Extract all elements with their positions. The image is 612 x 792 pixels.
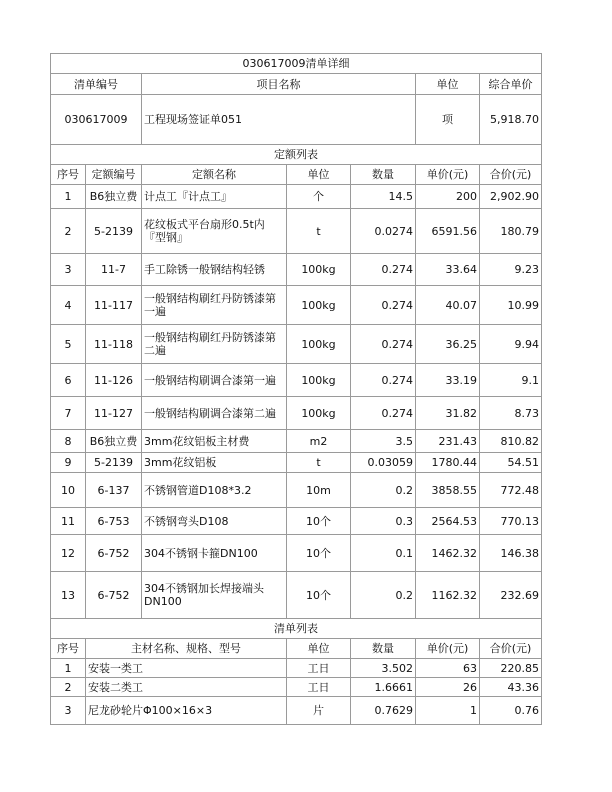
item-price: 5,918.70 — [480, 95, 542, 145]
quota-cell-total: 54.51 — [480, 453, 542, 473]
quota-col-name: 定额名称 — [142, 165, 287, 185]
material-col-no: 序号 — [51, 639, 86, 659]
quota-cell-total: 180.79 — [480, 209, 542, 254]
material-col-qty: 数量 — [351, 639, 416, 659]
quota-section-title: 定额列表 — [51, 145, 542, 165]
quota-cell-name: 一般钢结构刷调合漆第二遍 — [142, 397, 287, 430]
quota-cell-name: 花纹板式平台扇形0.5t内『型钢』 — [142, 209, 287, 254]
quota-cell-total: 8.73 — [480, 397, 542, 430]
quota-cell-total: 2,902.90 — [480, 185, 542, 209]
material-col-unit: 单位 — [287, 639, 351, 659]
quota-cell-unit: 10个 — [287, 508, 351, 535]
material-cell-total: 43.36 — [480, 678, 542, 697]
quota-cell-total: 232.69 — [480, 572, 542, 619]
header-code-label: 清单编号 — [51, 74, 142, 95]
material-cell-name: 尼龙砂轮片Φ100×16×3 — [86, 697, 287, 725]
quota-cell-name: 3mm花纹铝板主材费 — [142, 430, 287, 453]
quota-cell-unit: 100kg — [287, 397, 351, 430]
quota-col-no: 序号 — [51, 165, 86, 185]
detail-table — [50, 53, 542, 725]
item-code: 030617009 — [51, 95, 142, 145]
quota-cell-code: 11-127 — [86, 397, 142, 430]
material-cell-no: 2 — [51, 678, 86, 697]
table-row — [51, 254, 542, 286]
material-col-price: 单价(元) — [416, 639, 480, 659]
table-row — [51, 473, 542, 508]
material-cell-total: 220.85 — [480, 659, 542, 678]
quota-cell-no: 7 — [51, 397, 86, 430]
quota-cell-code: 6-753 — [86, 508, 142, 535]
quota-cell-unit: 10m — [287, 473, 351, 508]
quota-cell-no: 8 — [51, 430, 86, 453]
quota-cell-price: 231.43 — [416, 430, 480, 453]
quota-cell-price: 33.64 — [416, 254, 480, 286]
quota-cell-code: 11-118 — [86, 325, 142, 364]
quota-cell-name: 计点工『计点工』 — [142, 185, 287, 209]
quota-cell-unit: t — [287, 453, 351, 473]
quota-col-total: 合价(元) — [480, 165, 542, 185]
quota-col-qty: 数量 — [351, 165, 416, 185]
material-cell-no: 1 — [51, 659, 86, 678]
quota-cell-name: 304不锈钢卡箍DN100 — [142, 535, 287, 572]
quota-col-code: 定额编号 — [86, 165, 142, 185]
table-row — [51, 286, 542, 325]
table-row — [51, 364, 542, 397]
material-cell-unit: 工日 — [287, 659, 351, 678]
table-row — [51, 572, 542, 619]
quota-cell-qty: 0.274 — [351, 325, 416, 364]
quota-cell-no: 10 — [51, 473, 86, 508]
quota-cell-name: 一般钢结构刷红丹防锈漆第一遍 — [142, 286, 287, 325]
quota-cell-price: 1462.32 — [416, 535, 480, 572]
quota-cell-no: 6 — [51, 364, 86, 397]
header-name-label: 项目名称 — [142, 74, 416, 95]
quota-cell-qty: 0.2 — [351, 572, 416, 619]
quota-cell-qty: 0.274 — [351, 254, 416, 286]
table-row — [51, 185, 542, 209]
quota-cell-no: 13 — [51, 572, 86, 619]
quota-cell-price: 3858.55 — [416, 473, 480, 508]
quota-cell-name: 不锈钢弯头D108 — [142, 508, 287, 535]
header-price-label: 综合单价 — [480, 74, 542, 95]
quota-cell-total: 10.99 — [480, 286, 542, 325]
material-cell-no: 3 — [51, 697, 86, 725]
quota-cell-name: 一般钢结构刷调合漆第一遍 — [142, 364, 287, 397]
material-cell-name: 安装二类工 — [86, 678, 287, 697]
quota-cell-price: 6591.56 — [416, 209, 480, 254]
quota-cell-unit: 100kg — [287, 286, 351, 325]
quota-cell-price: 1162.32 — [416, 572, 480, 619]
table-row — [51, 678, 542, 697]
quota-cell-no: 4 — [51, 286, 86, 325]
quota-cell-code: 5-2139 — [86, 453, 142, 473]
quota-cell-qty: 14.5 — [351, 185, 416, 209]
quota-cell-name: 304不锈钢加长焊接端头DN100 — [142, 572, 287, 619]
quota-cell-code: 11-7 — [86, 254, 142, 286]
quota-cell-qty: 0.274 — [351, 286, 416, 325]
material-cell-price: 1 — [416, 697, 480, 725]
material-cell-name: 安装一类工 — [86, 659, 287, 678]
quota-cell-qty: 0.274 — [351, 364, 416, 397]
quota-cell-unit: 10个 — [287, 535, 351, 572]
quota-cell-price: 36.25 — [416, 325, 480, 364]
quota-cell-no: 1 — [51, 185, 86, 209]
material-cell-unit: 工日 — [287, 678, 351, 697]
material-cell-qty: 0.7629 — [351, 697, 416, 725]
quota-cell-total: 770.13 — [480, 508, 542, 535]
quota-cell-total: 9.1 — [480, 364, 542, 397]
item-unit: 项 — [416, 95, 480, 145]
quota-cell-qty: 0.0274 — [351, 209, 416, 254]
quota-cell-total: 9.23 — [480, 254, 542, 286]
quota-cell-total: 9.94 — [480, 325, 542, 364]
table-row — [51, 325, 542, 364]
quota-cell-qty: 0.3 — [351, 508, 416, 535]
quota-cell-code: B6独立费 — [86, 430, 142, 453]
quota-cell-no: 3 — [51, 254, 86, 286]
quota-cell-no: 12 — [51, 535, 86, 572]
material-cell-qty: 3.502 — [351, 659, 416, 678]
quota-cell-qty: 0.274 — [351, 397, 416, 430]
quota-cell-unit: 100kg — [287, 325, 351, 364]
quota-cell-price: 33.19 — [416, 364, 480, 397]
material-section-title: 清单列表 — [51, 619, 542, 639]
quota-cell-total: 810.82 — [480, 430, 542, 453]
quota-cell-price: 2564.53 — [416, 508, 480, 535]
table-row — [51, 209, 542, 254]
table-title: 030617009清单详细 — [51, 54, 542, 74]
quota-cell-no: 9 — [51, 453, 86, 473]
quota-cell-qty: 0.2 — [351, 473, 416, 508]
quota-cell-name: 3mm花纹铝板 — [142, 453, 287, 473]
quota-cell-code: 6-137 — [86, 473, 142, 508]
quota-cell-no: 2 — [51, 209, 86, 254]
material-cell-price: 26 — [416, 678, 480, 697]
quota-cell-no: 11 — [51, 508, 86, 535]
table-row — [51, 535, 542, 572]
quota-cell-price: 40.07 — [416, 286, 480, 325]
table-row — [51, 397, 542, 430]
table-row — [51, 697, 542, 725]
table-row — [51, 508, 542, 535]
quota-cell-name: 一般钢结构刷红丹防锈漆第二遍 — [142, 325, 287, 364]
quota-cell-unit: 100kg — [287, 364, 351, 397]
material-col-name: 主材名称、规格、型号 — [86, 639, 287, 659]
quota-cell-qty: 0.1 — [351, 535, 416, 572]
table-row — [51, 430, 542, 453]
quota-col-unit: 单位 — [287, 165, 351, 185]
quota-cell-code: 11-117 — [86, 286, 142, 325]
table-row — [51, 659, 542, 678]
quota-cell-qty: 3.5 — [351, 430, 416, 453]
quota-cell-unit: t — [287, 209, 351, 254]
quota-cell-unit: 个 — [287, 185, 351, 209]
quota-cell-price: 200 — [416, 185, 480, 209]
quota-cell-no: 5 — [51, 325, 86, 364]
quota-cell-code: 5-2139 — [86, 209, 142, 254]
quota-cell-name: 手工除锈一般钢结构轻锈 — [142, 254, 287, 286]
quota-cell-code: 6-752 — [86, 535, 142, 572]
quota-cell-unit: 100kg — [287, 254, 351, 286]
quota-cell-code: 11-126 — [86, 364, 142, 397]
quota-cell-code: 6-752 — [86, 572, 142, 619]
material-col-total: 合价(元) — [480, 639, 542, 659]
material-cell-qty: 1.6661 — [351, 678, 416, 697]
quota-header-row — [51, 165, 542, 185]
quota-cell-unit: m2 — [287, 430, 351, 453]
quota-cell-total: 146.38 — [480, 535, 542, 572]
quota-cell-price: 31.82 — [416, 397, 480, 430]
material-header-row — [51, 639, 542, 659]
material-cell-total: 0.76 — [480, 697, 542, 725]
header-unit-label: 单位 — [416, 74, 480, 95]
item-name: 工程现场签证单051 — [142, 95, 416, 145]
table-row — [51, 453, 542, 473]
quota-col-price: 单价(元) — [416, 165, 480, 185]
quota-cell-unit: 10个 — [287, 572, 351, 619]
material-cell-price: 63 — [416, 659, 480, 678]
quota-cell-qty: 0.03059 — [351, 453, 416, 473]
quota-cell-price: 1780.44 — [416, 453, 480, 473]
quota-cell-name: 不锈钢管道D108*3.2 — [142, 473, 287, 508]
quota-cell-total: 772.48 — [480, 473, 542, 508]
material-cell-unit: 片 — [287, 697, 351, 725]
quota-cell-code: B6独立费 — [86, 185, 142, 209]
